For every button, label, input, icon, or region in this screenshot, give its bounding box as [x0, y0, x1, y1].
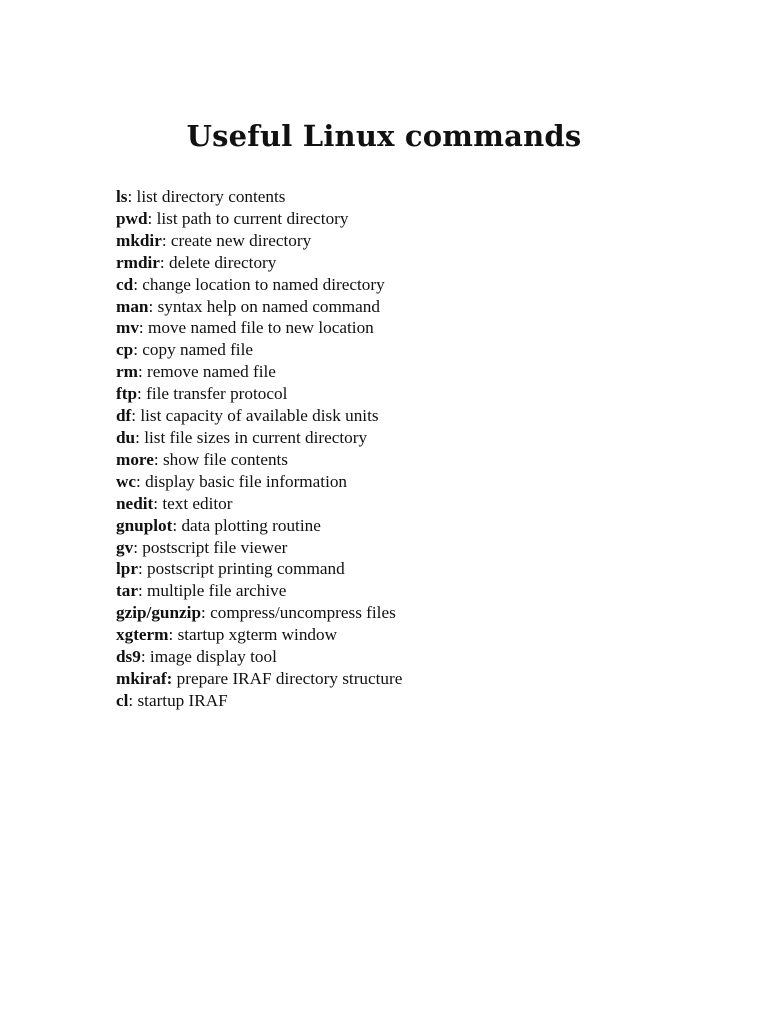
command-description: delete directory [169, 252, 277, 272]
command-name: rmdir [116, 252, 160, 272]
list-item [116, 646, 402, 668]
list-item [116, 493, 402, 515]
command-name: tar [116, 581, 138, 601]
list-item [116, 361, 402, 383]
separator: : [133, 537, 143, 557]
command-description: postscript file viewer [142, 537, 288, 557]
list-item [116, 186, 402, 208]
command-name: pwd [116, 208, 148, 228]
list-item [116, 580, 402, 602]
command-description: copy named file [142, 340, 253, 360]
list-item [116, 558, 402, 580]
command-name: gzip/gunzip [116, 603, 202, 623]
list-item [116, 339, 402, 361]
separator: : [136, 471, 146, 491]
separator: : [153, 449, 163, 469]
separator: : [161, 230, 171, 250]
command-description: postscript printing command [147, 559, 345, 579]
command-description: image display tool [149, 647, 277, 667]
command-name: df [116, 406, 132, 426]
command-list [116, 186, 402, 712]
separator: : [147, 208, 157, 228]
command-name: ds9 [116, 647, 141, 667]
list-item [116, 602, 402, 624]
command-description: startup xgterm window [177, 625, 338, 645]
command-description: text editor [162, 493, 233, 513]
list-item [116, 668, 402, 690]
command-description: list path to current directory [156, 208, 349, 228]
command-description: display basic file information [145, 471, 348, 491]
list-item [116, 515, 402, 537]
separator: : [153, 493, 163, 513]
separator: : [135, 427, 145, 447]
command-description: remove named file [147, 362, 276, 382]
separator: : [128, 690, 138, 710]
command-name: du [116, 427, 136, 447]
separator: : [127, 187, 137, 206]
command-name: ftp [116, 384, 138, 404]
separator: : [159, 252, 169, 272]
list-item [116, 230, 402, 252]
command-description: data plotting routine [181, 515, 321, 535]
command-description: list file sizes in current directory [144, 427, 368, 447]
separator: : [137, 581, 148, 601]
command-description: startup IRAF [137, 690, 228, 710]
list-item [116, 449, 402, 471]
command-description: list capacity of available disk units [140, 406, 379, 426]
command-name: gnuplot [116, 515, 173, 535]
command-description: change location to named directory [142, 274, 385, 294]
command-description: list directory contents [136, 187, 286, 206]
command-description: show file contents [162, 449, 289, 469]
list-item [116, 274, 402, 296]
command-description: prepare IRAF directory structure [176, 668, 403, 688]
list-item [116, 690, 402, 712]
command-description: file transfer protocol [146, 384, 288, 404]
separator: : [172, 515, 182, 535]
command-name: nedit [116, 493, 154, 513]
separator: : [168, 625, 178, 645]
command-description: create new directory [170, 230, 312, 250]
page-title: Useful Linux commands [186, 119, 582, 153]
command-name: more [116, 449, 154, 469]
list-item [116, 537, 402, 559]
command-name: cl [116, 690, 129, 710]
command-description: syntax help on named command [157, 296, 380, 316]
command-name: ls [116, 187, 128, 206]
command-name: gv [116, 537, 134, 557]
command-name: man [116, 296, 149, 316]
command-name: cp [116, 340, 134, 360]
list-item [116, 317, 402, 339]
separator: : [131, 406, 141, 426]
list-item [116, 208, 402, 230]
command-name: xgterm [116, 625, 169, 645]
list-item [116, 296, 402, 318]
command-description: compress/uncompress files [210, 603, 396, 623]
command-name: rm [116, 362, 138, 382]
separator: : [133, 340, 143, 360]
list-item [116, 383, 402, 405]
list-item [116, 624, 402, 646]
command-name: mkiraf: [116, 668, 173, 688]
command-name: cd [116, 274, 134, 294]
command-description: move named file to new location [148, 318, 374, 338]
separator: : [201, 603, 211, 623]
separator: : [138, 318, 148, 338]
command-description: multiple file archive [147, 581, 287, 601]
list-item [116, 405, 402, 427]
separator: : [140, 647, 150, 667]
separator: : [133, 274, 143, 294]
list-item [116, 427, 402, 449]
separator: : [137, 384, 147, 404]
list-item [116, 471, 402, 493]
separator: : [137, 362, 148, 382]
command-name: wc [116, 471, 137, 491]
separator: : [148, 296, 158, 316]
command-name: mkdir [116, 230, 162, 250]
list-item [116, 252, 402, 274]
command-name: lpr [116, 559, 138, 579]
command-name: mv [116, 318, 139, 338]
separator: : [137, 559, 148, 579]
